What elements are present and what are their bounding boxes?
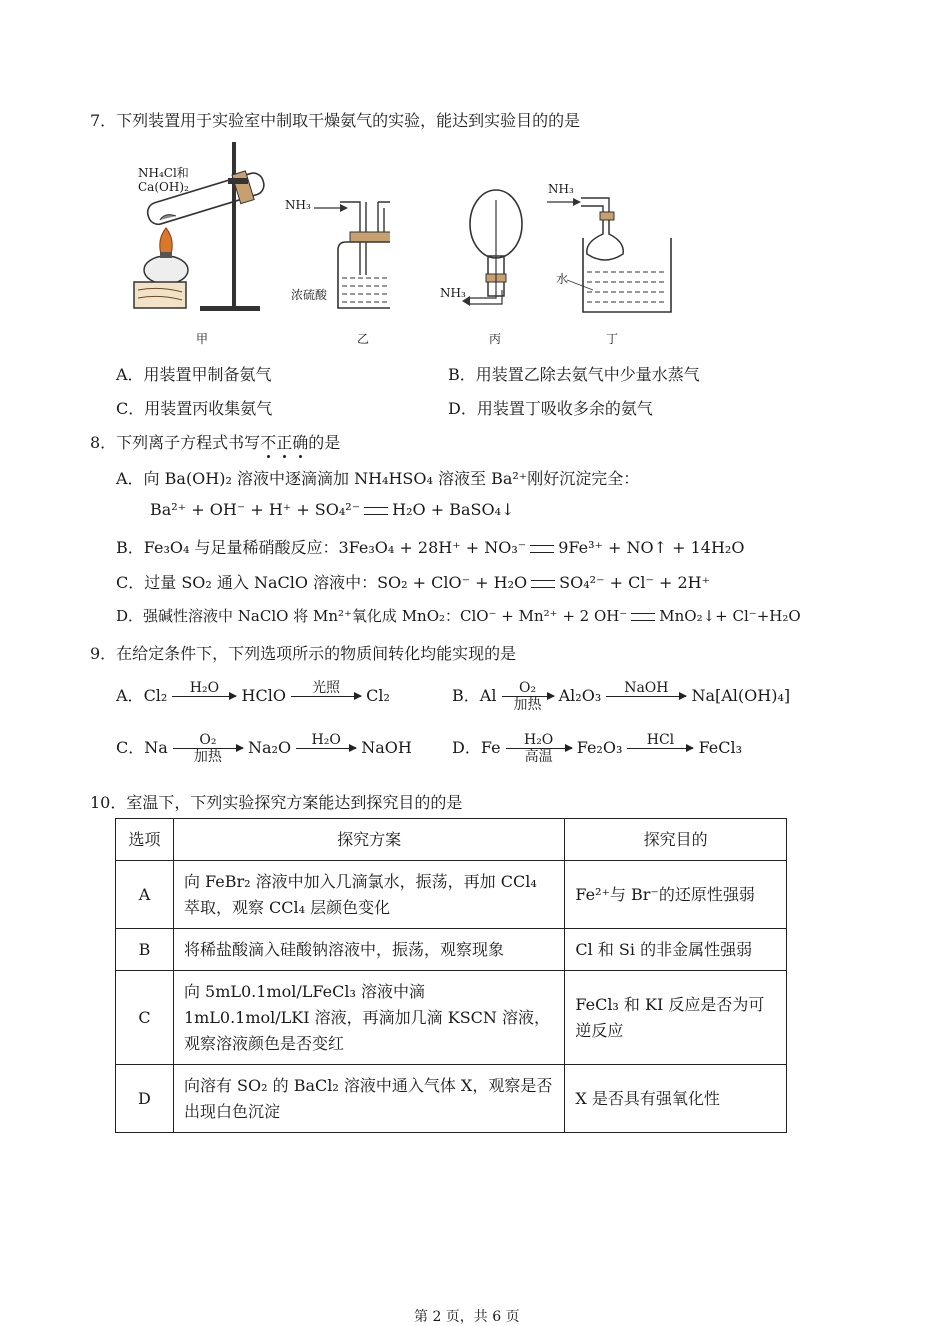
row-goal: Fe²⁺与 Br⁻的还原性强弱 — [565, 861, 787, 929]
emphasis-dot-2: 正 — [276, 433, 293, 452]
table-row[interactable] — [116, 929, 787, 971]
row-goal: Cl 和 Si 的非金属性强弱 — [565, 929, 787, 971]
reagent-label-2: Ca(OH)₂ — [138, 180, 189, 194]
row-option: D — [116, 1065, 174, 1133]
q8-c-rhs: SO₄²⁻ + Cl⁻ + 2H⁺ — [559, 573, 711, 592]
q7-option-b[interactable]: B．用装置乙除去氨气中少量水蒸气 — [448, 365, 700, 384]
q8-a-lhs: Ba²⁺ + OH⁻ + H⁺ + SO₄²⁻ — [150, 500, 361, 519]
q8-option-b[interactable] — [116, 535, 744, 558]
q8-option-c[interactable] — [116, 570, 710, 593]
q8-b-lhs: B．Fe₃O₄ 与足量稀硝酸反应：3Fe₃O₄ + 28H⁺ + NO₃⁻ — [116, 538, 527, 557]
q9-c-s2: Na₂O — [247, 738, 292, 757]
reaction-arrow — [172, 680, 236, 713]
q8-stem-post: 的是 — [308, 433, 341, 452]
caption-bing: 丙 — [489, 332, 502, 346]
q9-c-s1: Na — [144, 738, 168, 757]
table-row[interactable] — [116, 971, 787, 1065]
arrow-condition: H₂O — [189, 680, 220, 696]
q9-d-s3: FeCl₃ — [698, 738, 743, 757]
q8-option-a-equation — [150, 500, 514, 519]
table-header-row — [116, 819, 787, 861]
arrow-condition: NaOH — [624, 680, 669, 696]
q9-b-s2: Al₂O₃ — [558, 686, 602, 705]
arrow-condition-below: 高温 — [524, 749, 553, 765]
apparatus-ding — [545, 180, 685, 320]
header-goal: 探究目的 — [565, 819, 787, 861]
q9-a-label: A． — [116, 686, 144, 705]
q9-a-s1: Cl₂ — [143, 686, 168, 705]
q9-d-s2: Fe₂O₃ — [576, 738, 623, 757]
stand-base — [200, 306, 260, 311]
q8-d-rhs: MnO₂↓+ Cl⁻+H₂O — [659, 607, 801, 625]
q8-stem — [90, 430, 340, 453]
wash-bottle — [338, 242, 390, 308]
q9-option-b[interactable] — [452, 680, 790, 713]
arrow-condition: O₂ — [199, 732, 217, 748]
page-footer: 第 2 页，共 6 页 — [414, 1309, 520, 1325]
table-row[interactable] — [116, 1065, 787, 1133]
q8-d-lhs: D．强碱性溶液中 NaClO 将 Mn²⁺氧化成 MnO₂：ClO⁻ + Mn²⁺ + 2 OH⁻ — [116, 607, 628, 625]
nh3-label-yi: NH₃ — [285, 198, 311, 212]
q7-option-c[interactable]: C．用装置丙收集氨气 — [116, 399, 273, 418]
acid-label: 浓硫酸 — [291, 288, 328, 302]
header-option: 选项 — [116, 819, 174, 861]
stand-rod — [232, 142, 236, 307]
table-row[interactable] — [116, 861, 787, 929]
q7-option-d[interactable]: D．用装置丁吸收多余的氨气 — [448, 399, 653, 418]
row-plan: 向 5mL0.1mol/LFeCl₃ 溶液中滴 1mL0.1mol/LKI 溶液，再滴加几滴 KSCN 溶液，观察溶液颜色是否变红 — [173, 971, 564, 1065]
equals-sign — [364, 507, 388, 515]
arrow-condition-below: 加热 — [513, 697, 542, 713]
reaction-arrow — [296, 732, 356, 765]
q9-a-s3: Cl₂ — [366, 686, 390, 705]
arrow-condition: H₂O — [311, 732, 341, 748]
water-label: 水 — [556, 272, 569, 286]
caption-yi: 乙 — [357, 332, 370, 346]
q9-option-c[interactable] — [116, 732, 412, 765]
equals-sign — [631, 613, 655, 621]
q7-option-a[interactable]: A．用装置甲制备氨气 — [116, 365, 272, 384]
reaction-arrow — [502, 680, 554, 713]
q9-option-a[interactable] — [116, 680, 390, 713]
row-option: A — [116, 861, 174, 929]
q10-table — [115, 818, 787, 1133]
q8-a-rhs: H₂O + BaSO₄↓ — [392, 500, 515, 519]
q10-stem: 10．室温下，下列实验探究方案能达到探究目的的是 — [90, 793, 463, 812]
arrow-condition: HCl — [646, 732, 675, 748]
reaction-arrow — [173, 732, 243, 765]
q9-a-s2: HClO — [241, 686, 286, 705]
emphasis-dot-1: 不 — [260, 433, 277, 452]
row-option: B — [116, 929, 174, 971]
row-plan: 向 FeBr₂ 溶液中加入几滴氯水，振荡，再加 CCl₄ 萃取，观察 CCl₄ 层颜色变化 — [173, 861, 564, 929]
arrow-condition-below: 加热 — [193, 749, 222, 765]
emphasis-dot-3: 确 — [292, 433, 309, 452]
equals-sign — [530, 545, 554, 553]
row-option: C — [116, 971, 174, 1065]
q8-c-lhs: C．过量 SO₂ 通入 NaClO 溶液中：SO₂ + ClO⁻ + H₂O — [116, 573, 528, 592]
q9-b-s3: Na[Al(OH)₄] — [691, 686, 791, 705]
row-goal: FeCl₃ 和 KI 反应是否为可逆反应 — [565, 971, 787, 1065]
beaker — [583, 238, 671, 312]
arrow-condition: O₂ — [518, 680, 537, 696]
q9-d-s1: Fe — [480, 738, 501, 757]
caption-jia: 甲 — [196, 332, 209, 346]
q9-b-label: B． — [452, 686, 480, 705]
funnel — [587, 220, 623, 260]
q9-stem: 9．在给定条件下，下列选项所示的物质间转化均能实现的是 — [90, 644, 517, 663]
reaction-arrow — [606, 680, 686, 713]
reaction-arrow — [291, 680, 361, 713]
stopper — [350, 232, 390, 242]
q9-d-label: D． — [452, 738, 481, 757]
header-plan: 探究方案 — [173, 819, 564, 861]
arrow-condition: H₂O — [523, 732, 554, 748]
q7-stem: 7．下列装置用于实验室中制取干燥氨气的实验，能达到实验目的的是 — [90, 111, 581, 130]
q9-b-s1: Al — [479, 686, 497, 705]
row-plan: 向溶有 SO₂ 的 BaCl₂ 溶液中通入气体 X，观察是否出现白色沉淀 — [173, 1065, 564, 1133]
nh3-label-ding: NH₃ — [548, 182, 574, 196]
q8-stem-pre: 8．下列离子方程式书写 — [90, 433, 261, 452]
reaction-arrow — [506, 732, 572, 765]
q9-c-label: C． — [116, 738, 145, 757]
equals-sign — [531, 580, 555, 588]
q9-c-s3: NaOH — [361, 738, 412, 757]
wood-block — [134, 282, 186, 308]
arrow-condition: 光照 — [312, 680, 341, 696]
q8-option-a-line1[interactable]: A．向 Ba(OH)₂ 溶液中逐滴滴加 NH₄HSO₄ 溶液至 Ba²⁺刚好沉淀完全： — [116, 469, 640, 488]
caption-ding: 丁 — [606, 332, 619, 346]
q8-option-d[interactable] — [116, 605, 801, 626]
alcohol-lamp — [144, 256, 188, 284]
reagent-label-1: NH₄Cl和 — [138, 166, 189, 180]
reaction-arrow — [627, 732, 693, 765]
q9-option-d[interactable] — [452, 732, 742, 765]
row-plan: 将稀盐酸滴入硅酸钠溶液中，振荡，观察现象 — [173, 929, 564, 971]
row-goal: X 是否具有强氧化性 — [565, 1065, 787, 1133]
nh3-label-bing: NH₃ — [440, 286, 466, 300]
q8-b-rhs: 9Fe³⁺ + NO↑ + 14H₂O — [558, 538, 745, 557]
